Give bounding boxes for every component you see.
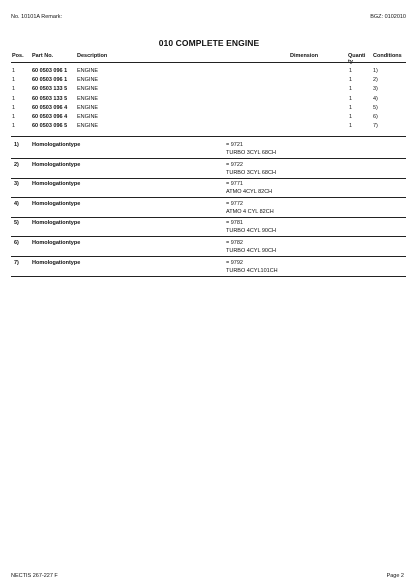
condition-note	[11, 139, 406, 159]
bgz-code: BGZ: 0102010	[370, 14, 406, 20]
row-description: ENGINE	[77, 95, 99, 102]
row-description: ENGINE	[77, 104, 99, 111]
condition-note	[11, 257, 406, 277]
row-description: ENGINE	[77, 68, 99, 74]
condition-number: 5)	[14, 220, 19, 227]
header-divider	[11, 62, 406, 63]
condition-value: = 9722	[226, 161, 243, 168]
row-condition: 5)	[373, 104, 378, 111]
condition-description: TURBO 3CYL 68CH	[226, 169, 276, 176]
condition-description: TURBO 4CYL101CH	[226, 267, 278, 274]
condition-number: 6)	[14, 240, 19, 246]
row-part-number: 60 0503 096 1	[32, 68, 68, 74]
condition-note	[11, 178, 406, 198]
condition-label: Homologationtype	[32, 200, 81, 207]
row-part-number: 60 0503 133 5	[32, 95, 68, 102]
column-header-dimension: Dimension	[290, 53, 319, 59]
condition-number: 3)	[14, 181, 19, 188]
condition-description: TURBO 4CYL 90CH	[226, 228, 276, 235]
table-row	[0, 114, 418, 123]
condition-value: = 9721	[226, 142, 243, 148]
condition-number: 7)	[14, 259, 19, 266]
row-condition: 3)	[373, 86, 378, 93]
condition-description: ATMO 4 CYL 82CH	[226, 208, 274, 215]
condition-value: = 9772	[226, 200, 243, 207]
column-header-conditions: Conditions	[373, 53, 402, 59]
row-part-number: 60 0503 096 4	[32, 114, 68, 120]
condition-number: 4)	[14, 200, 19, 207]
column-header-quantity: Quanti ty	[348, 53, 366, 65]
row-description: ENGINE	[77, 114, 99, 120]
condition-label: Homologationtype	[32, 259, 81, 266]
footer-reference: NECTIS 267-227 F	[11, 573, 58, 579]
condition-label: Homologationtype	[32, 181, 81, 188]
row-pos: 1	[12, 114, 16, 120]
row-condition: 4)	[373, 95, 378, 102]
row-quantity: 1	[349, 95, 353, 102]
row-condition: 7)	[373, 123, 378, 130]
row-quantity: 1	[349, 123, 353, 130]
condition-description: TURBO 4CYL 90CH	[226, 248, 276, 254]
table-row	[0, 105, 418, 114]
table-row	[0, 86, 418, 95]
row-pos: 1	[12, 86, 16, 93]
page-number: Page 2	[386, 573, 404, 579]
conditions-divider	[11, 136, 406, 137]
column-header-part-no: Part No.	[32, 53, 54, 59]
condition-value: = 9782	[226, 240, 243, 246]
condition-value: = 9792	[226, 259, 243, 266]
condition-value: = 9771	[226, 181, 243, 188]
condition-label: Homologationtype	[32, 161, 81, 168]
condition-label: Homologationtype	[32, 220, 81, 227]
condition-value: = 9781	[226, 220, 243, 227]
condition-note	[11, 198, 406, 218]
row-condition: 1)	[373, 68, 378, 74]
row-description: ENGINE	[77, 86, 99, 93]
row-pos: 1	[12, 104, 16, 111]
row-pos: 1	[12, 123, 16, 130]
condition-label: Homologationtype	[32, 240, 81, 246]
column-header-description: Description	[77, 53, 108, 59]
page-title: 010 COMPLETE ENGINE	[158, 38, 260, 48]
table-row	[0, 68, 418, 77]
condition-number: 2)	[14, 161, 19, 168]
table-row	[0, 77, 418, 86]
row-quantity: 1	[349, 68, 353, 74]
row-part-number: 60 0503 096 5	[32, 123, 68, 130]
row-pos: 1	[12, 77, 16, 84]
row-description: ENGINE	[77, 77, 99, 84]
condition-note	[11, 237, 406, 257]
row-quantity: 1	[349, 86, 353, 93]
row-quantity: 1	[349, 77, 353, 84]
row-quantity: 1	[349, 114, 353, 120]
row-quantity: 1	[349, 104, 353, 111]
condition-description: TURBO 3CYL 68CH	[226, 150, 276, 156]
table-row	[0, 96, 418, 105]
row-condition: 2)	[373, 77, 378, 84]
row-description: ENGINE	[77, 123, 99, 130]
condition-note	[11, 159, 406, 179]
row-pos: 1	[12, 95, 16, 102]
row-condition: 6)	[373, 114, 378, 120]
table-row	[0, 123, 418, 132]
condition-number: 1)	[14, 142, 19, 148]
row-part-number: 60 0503 096 4	[32, 104, 68, 111]
condition-label: Homologationtype	[32, 142, 81, 148]
condition-description: ATMO 4CYL 82CH	[226, 189, 273, 196]
column-header-pos: Pos.	[12, 53, 24, 59]
row-part-number: 60 0503 096 1	[32, 77, 68, 84]
row-part-number: 60 0503 133 5	[32, 86, 68, 93]
document-number-remark: No. 10101A Remark:	[11, 14, 63, 20]
row-pos: 1	[12, 68, 16, 74]
condition-note	[11, 217, 406, 237]
